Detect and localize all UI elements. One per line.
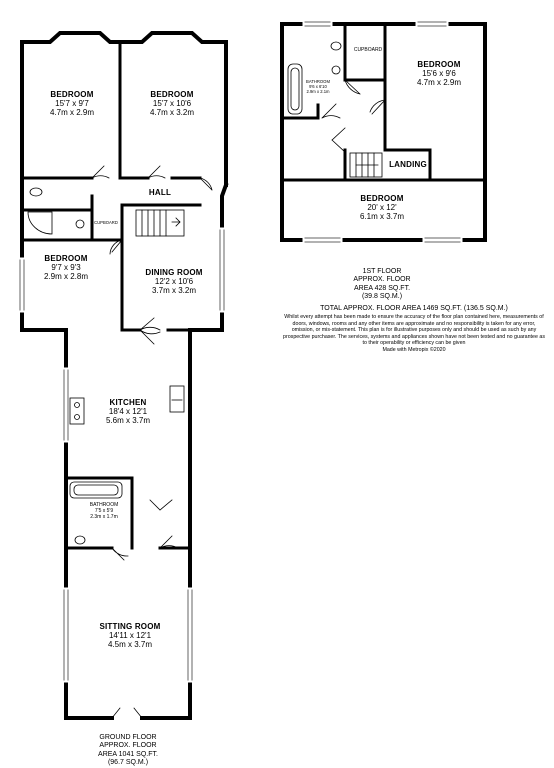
- room-label-bathroom: [84, 503, 124, 520]
- room-dimensions-imperial: 15'6 x 9'6: [422, 69, 456, 79]
- room-name: BATHROOM: [89, 502, 119, 508]
- caption-line: (39.8 SQ.M.): [361, 293, 403, 301]
- ground-floor-plan: [20, 33, 226, 718]
- room-dimensions-imperial: 14'11 x 12'1: [108, 631, 152, 641]
- caption-line: APPROX. FLOOR: [99, 742, 157, 750]
- room-label-ff-bedroom-2: [344, 194, 420, 222]
- room-dimensions-imperial: 20' x 12': [367, 203, 397, 213]
- room-label-sitting-room: [90, 622, 170, 650]
- room-dimensions-imperial: 15'7 x 9'7: [55, 99, 89, 109]
- room-dimensions-imperial: 15'7 x 10'6: [152, 99, 192, 109]
- caption-line: AREA 1041 SQ.FT.: [98, 750, 158, 758]
- room-dimensions-imperial: 9'6 x 6'10: [309, 83, 327, 89]
- room-name: SITTING ROOM: [99, 622, 161, 631]
- room-dimensions-metric: 6.1m x 3.7m: [359, 212, 404, 222]
- ground-floor-outer-walls: [22, 33, 226, 718]
- first-floor-fixtures: [288, 42, 341, 114]
- caption-line: (96.7 SQ.M.): [107, 759, 149, 767]
- caption-line: 1ST FLOOR: [362, 268, 402, 275]
- ground-floor-staircase: [136, 210, 184, 236]
- metropix-credit: Made with Metropix ©2020: [382, 347, 446, 354]
- room-dimensions-imperial: 12'2 x 10'6: [154, 277, 194, 287]
- room-label-bedroom-1: [40, 90, 104, 118]
- room-label-kitchen: [96, 398, 160, 426]
- room-label-hall: HALL: [148, 188, 172, 197]
- disclaimer-body: Whilst every attempt has been made to ensure the accuracy of the floor plan contained here, measurements of doors, windows, rooms and any other items are approximate and no responsibility is taken for any error, omission, or mis-statement. This plan is for illustrative purposes only and should be used as such by any prospective purchaser. The services, systems and appliances shown have not been tested and no guarantee as to their operability or efficiency can be given: [283, 314, 545, 347]
- disclaimer-text: [282, 314, 546, 354]
- room-name: BATHROOM: [306, 79, 330, 84]
- room-dimensions-imperial: 9'7 x 9'3: [51, 263, 81, 273]
- room-label-bedroom-3: [34, 254, 98, 282]
- room-label-dining-room: [136, 268, 212, 296]
- room-label-ff-bathroom: [298, 80, 338, 94]
- room-dimensions-metric: 4.7m x 3.2m: [149, 108, 194, 118]
- room-label-ff-bedroom-1: [404, 60, 474, 88]
- room-dimensions-metric: 4.7m x 2.9m: [416, 78, 461, 88]
- room-label-ff-cupboard: CUPBOARD: [353, 47, 383, 53]
- caption-line: APPROX. FLOOR: [353, 276, 411, 284]
- room-dimensions-imperial: 7'5 x 5'9: [94, 507, 114, 514]
- room-dimensions-metric: 5.6m x 3.7m: [105, 416, 150, 426]
- caption-line: AREA 428 SQ.FT.: [353, 284, 411, 292]
- room-name: BEDROOM: [50, 90, 94, 99]
- first-floor-staircase: [350, 153, 382, 177]
- room-name: BEDROOM: [44, 254, 88, 263]
- room-dimensions-metric: 3.7m x 3.2m: [151, 286, 196, 296]
- room-name: KITCHEN: [109, 398, 147, 407]
- caption-line: GROUND FLOOR: [99, 734, 157, 741]
- room-label-cupboard: CUPBOARD: [94, 220, 118, 225]
- room-dimensions-metric: 2.9m x 2.1m: [306, 88, 330, 94]
- room-label-bedroom-2: [138, 90, 206, 118]
- room-name: BEDROOM: [417, 60, 461, 69]
- room-dimensions-metric: 2.9m x 2.8m: [43, 272, 88, 282]
- room-dimensions-metric: 4.7m x 2.9m: [49, 108, 94, 118]
- room-name: BEDROOM: [360, 194, 404, 203]
- room-name: BEDROOM: [150, 90, 194, 99]
- room-dimensions-metric: 4.5m x 3.7m: [107, 640, 152, 650]
- room-dimensions-metric: 2.3m x 1.7m: [90, 513, 118, 520]
- room-name: DINING ROOM: [145, 268, 203, 277]
- ground-floor-caption: [90, 734, 166, 768]
- room-label-landing: LANDING: [389, 160, 427, 169]
- first-floor-caption: [344, 268, 420, 302]
- total-floor-area: TOTAL APPROX. FLOOR AREA 1469 SQ.FT. (136.5 SQ.M.): [320, 305, 508, 312]
- room-dimensions-imperial: 18'4 x 12'1: [108, 407, 148, 417]
